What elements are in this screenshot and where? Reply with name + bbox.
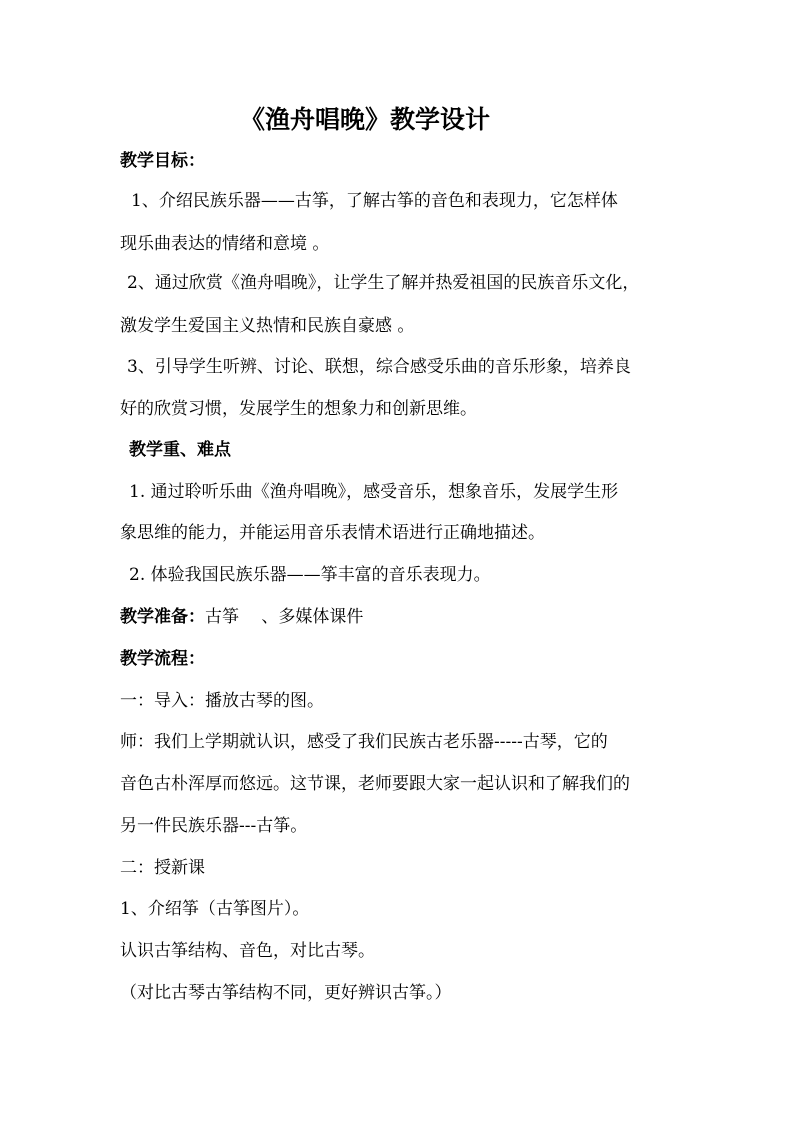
document-title: 《渔舟唱晚》教学设计 — [239, 105, 490, 134]
key-point-1-line-2: 象思维的能力，并能运用音乐表情术语进行正确地描述。 — [120, 523, 545, 543]
sub-step-1: 1、介绍筝（古筝图片）。 — [120, 899, 310, 919]
sub-step-1-note: （对比古琴古筝结构不同，更好辨识古筝。） — [120, 983, 452, 1003]
teacher-line-1: 师：我们上学期就认识，感受了我们民族古老乐器-----古琴，它的 — [120, 732, 608, 752]
objective-2-line-2: 激发学生爱国主义热情和民族自豪感 。 — [120, 316, 415, 336]
key-points-heading: 教学重、难点 — [129, 440, 231, 460]
process-step-2: 二：授新课 — [120, 858, 205, 878]
sub-step-1-detail: 认识古筝结构、音色，对比古琴。 — [120, 941, 375, 961]
teacher-line-2: 音色古朴浑厚而悠远。这节课，老师要跟大家一起认识和了解我们的 — [120, 774, 630, 794]
objective-2-line-1: 2、通过欣赏《渔舟唱晚》，让学生了解并热爱祖国的民族音乐文化， — [127, 273, 640, 293]
objective-3-line-2: 好的欣赏习惯，发展学生的想象力和创新思维。 — [120, 399, 477, 419]
process-step-1: 一：导入：播放古琴的图。 — [120, 691, 324, 711]
objective-1-line-1: 1、介绍民族乐器——古筝，了解古筝的音色和表现力，它怎样体 — [131, 191, 618, 211]
objective-3-line-1: 3、引导学生听辨、讨论、联想，综合感受乐曲的音乐形象，培养良 — [127, 357, 631, 377]
key-point-2: 2. 体验我国民族乐器——筝丰富的音乐表现力。 — [129, 565, 491, 585]
preparation-label: 教学准备： — [120, 607, 205, 627]
process-heading: 教学流程： — [120, 649, 205, 669]
preparation-row — [120, 606, 363, 628]
teacher-line-3: 另一件民族乐器---古筝。 — [120, 816, 308, 836]
preparation-value: 古筝 、多媒体课件 — [205, 607, 364, 627]
objective-1-line-2: 现乐曲表达的情绪和意境 。 — [120, 234, 330, 254]
key-point-1-line-1: 1. 通过聆听乐曲《渔舟唱晚》，感受音乐，想象音乐，发展学生形 — [129, 482, 619, 502]
objectives-heading: 教学目标： — [120, 151, 205, 171]
